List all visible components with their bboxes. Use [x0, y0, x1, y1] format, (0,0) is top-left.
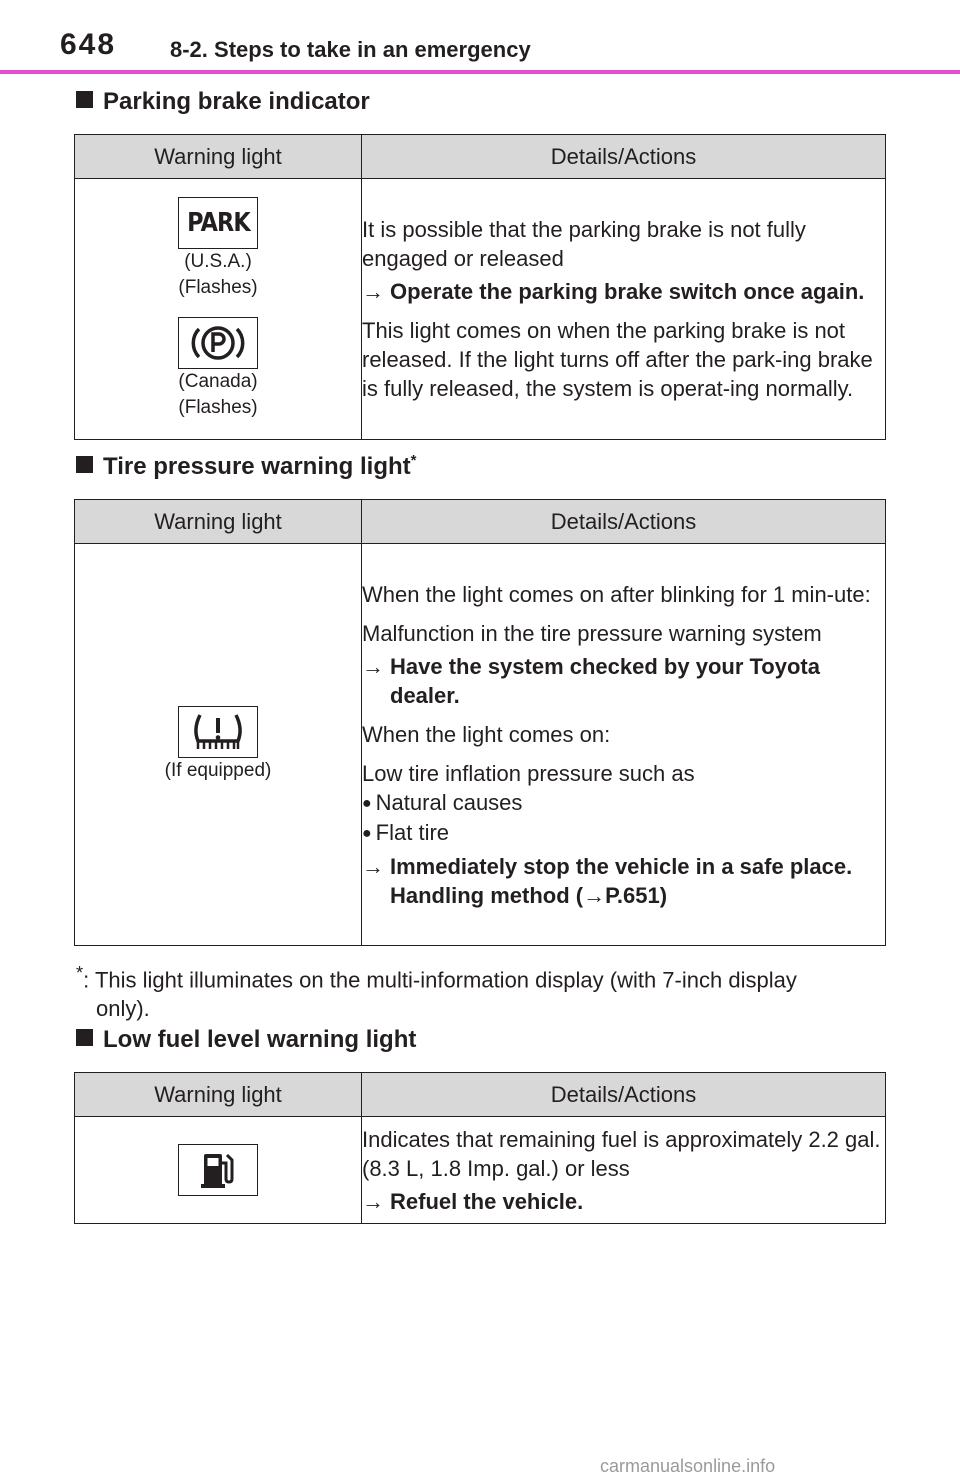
warning-light-cell	[75, 179, 362, 440]
details-cell	[362, 1117, 886, 1224]
parking-brake-table	[74, 134, 886, 440]
header-divider	[0, 70, 960, 74]
column-header-warning-light: Warning light	[75, 135, 362, 179]
square-bullet-icon	[76, 1029, 93, 1046]
footnote: *: This light illuminates on the multi-information display (with 7-inch display only).	[76, 962, 797, 1022]
detail-text: Malfunction in the tire pressure warning system	[362, 620, 822, 646]
table-header-row	[75, 500, 886, 544]
icon-caption: (Canada)	[178, 371, 258, 392]
table-row	[75, 544, 886, 946]
page-reference-link[interactable]: P.651)	[605, 882, 668, 908]
park-indicator-icon: PARK	[178, 197, 258, 249]
icon-caption: (If equipped)	[164, 759, 272, 781]
column-header-details: Details/Actions	[362, 500, 886, 544]
square-bullet-icon	[76, 91, 93, 108]
details-cell	[362, 544, 886, 946]
square-bullet-icon	[76, 456, 93, 473]
list-item: ● Natural causes	[362, 788, 885, 818]
details-cell	[362, 179, 886, 440]
parking-brake-heading: Parking brake indicator	[76, 88, 370, 116]
detail-text: This light comes on when the parking brake is not released. If the light turns off after the park-ing brake is fully released, the system is operat-ing normally.	[362, 318, 873, 401]
table-header-row	[75, 1073, 886, 1117]
detail-text: Indicates that remaining fuel is approximately 2.2 gal. (8.3 L, 1.8 Imp. gal.) or less	[362, 1126, 881, 1181]
arrow-icon: →	[362, 1188, 384, 1214]
table-row	[75, 1117, 886, 1224]
warning-light-cell	[75, 544, 362, 946]
column-header-details: Details/Actions	[362, 135, 886, 179]
icon-caption: (Flashes)	[178, 397, 258, 418]
action-item: → Immediately stop the vehicle in a safe place. Handling method (→P.651)	[362, 853, 853, 908]
icon-caption: (U.S.A.)	[184, 251, 252, 272]
footnote-mark: *	[410, 452, 417, 469]
column-header-warning-light: Warning light	[75, 500, 362, 544]
detail-text: Low tire inflation pressure such as	[362, 760, 695, 786]
page-header	[0, 0, 960, 76]
tire-pressure-icon	[178, 706, 258, 758]
watermark: carmanualsonline.info	[600, 1456, 776, 1476]
low-fuel-table	[74, 1072, 886, 1224]
arrow-icon: →	[362, 853, 384, 879]
low-fuel-heading: Low fuel level warning light	[76, 1026, 416, 1054]
arrow-icon: →	[583, 882, 606, 908]
icon-caption: (Flashes)	[178, 277, 258, 298]
action-item: → Operate the parking brake switch once again.	[362, 279, 865, 304]
page-number: 648	[60, 28, 117, 61]
column-header-warning-light: Warning light	[75, 1073, 362, 1117]
action-item: → Have the system checked by your Toyota dealer.	[362, 653, 820, 708]
table-row	[75, 179, 886, 440]
detail-text: It is possible that the parking brake is not fully engaged or released	[362, 217, 806, 271]
parking-brake-p-icon	[178, 317, 258, 369]
warning-light-cell	[75, 1117, 362, 1224]
action-item: → Refuel the vehicle.	[362, 1188, 584, 1214]
arrow-icon: →	[362, 653, 384, 679]
list-item: ● Flat tire	[362, 818, 885, 848]
fuel-pump-icon	[178, 1144, 258, 1196]
detail-text: When the light comes on after blinking for 1 min-ute:	[362, 581, 871, 607]
table-header-row	[75, 135, 886, 179]
detail-text: When the light comes on:	[362, 721, 611, 747]
tire-pressure-table	[74, 499, 886, 946]
tire-pressure-heading: Tire pressure warning light*	[76, 452, 416, 481]
arrow-icon: →	[362, 279, 384, 304]
section-reference: 8-2. Steps to take in an emergency	[170, 37, 531, 62]
column-header-details: Details/Actions	[362, 1073, 886, 1117]
